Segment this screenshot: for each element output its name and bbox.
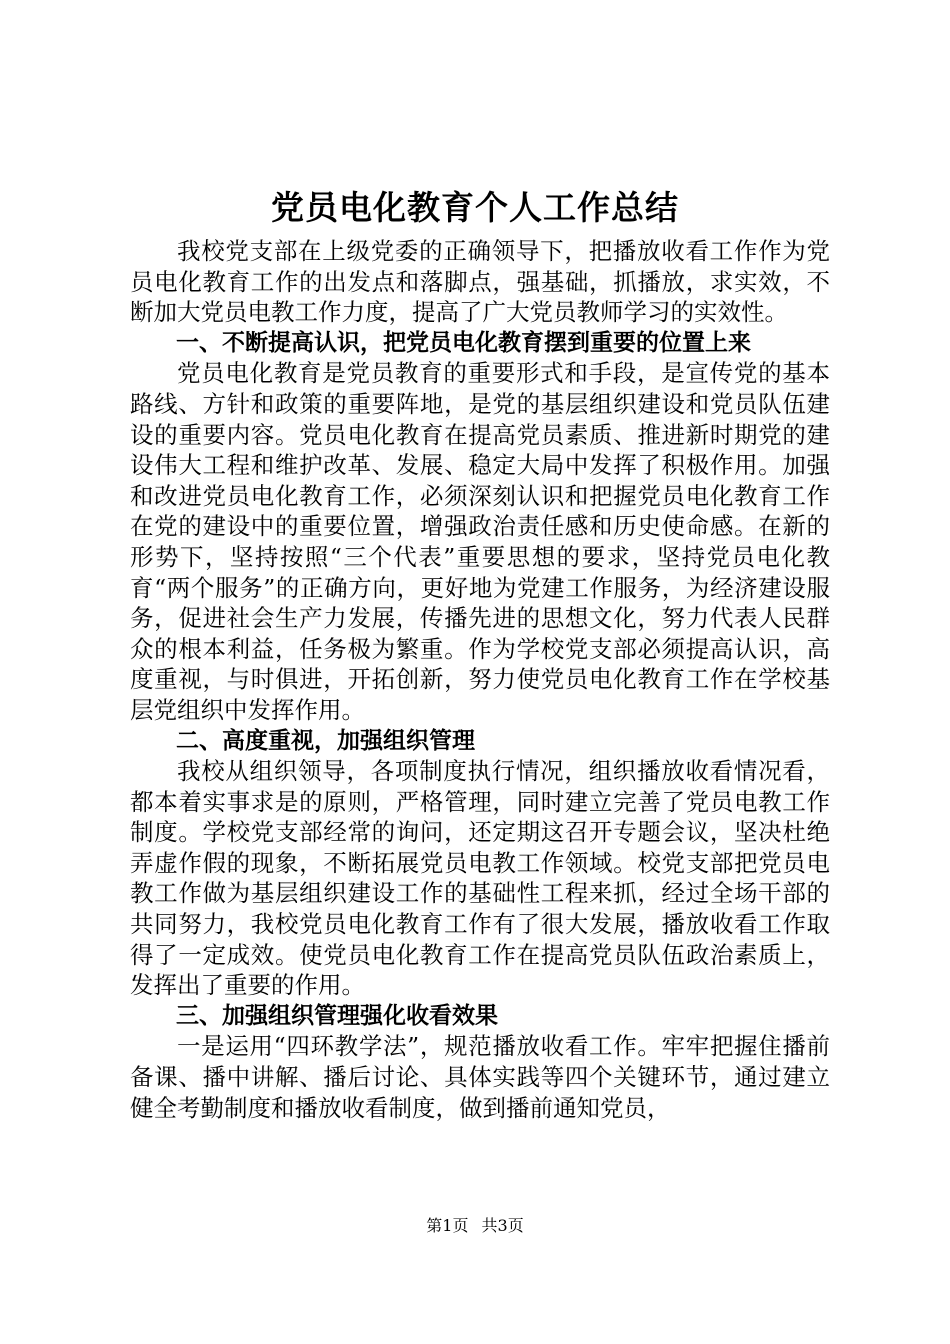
page-total: 共3页: [481, 1216, 524, 1235]
page-footer: [0, 1216, 950, 1236]
intro-paragraph: 我校党支部在上级党委的正确领导下，把播放收看工作作为党员电化教育工作的出发点和落脚点，强基础，抓播放，求实效，不断加大党员电教工作力度，提高了广大党员教师学习的实效性。: [130, 237, 830, 327]
document-body: [130, 236, 830, 1123]
section-1-paragraph: 党员电化教育是党员教育的重要形式和手段，是宣传党的基本路线、方针和政策的重要阵地，是党的基层组织建设和党员队伍建设的重要内容。党员电化教育在提高党员素质、推进新时期党的建设伟大工程和维护改革、发展、稳定大局中发挥了积极作用。加强和改进党员电化教育工作，必须深刻认识和把握党员电化教育工作在党的建设中的重要位置，增强政治责任感和历史使命感。在新的形势下，坚持按照“三个代表”重要思想的要求，坚持党员电化教育“两个服务”的正确方向，更好地为党建工作服务，为经济建设服务，促进社会生产力发展，传播先进的思想文化，努力代表人民群众的根本利益，任务极为繁重。作为学校党支部必须提高认识，高度重视，与时俱进，开拓创新，努力使党员电化教育工作在学校基层党组织中发挥作用。: [130, 359, 830, 724]
page-number: 第1页: [426, 1216, 469, 1235]
section-1-heading: 一、不断提高认识，把党员电化教育摆到重要的位置上来: [176, 329, 751, 356]
section-3-paragraph: 一是运用“四环教学法”，规范播放收看工作。牢牢把握住播前备课、播中讲解、播后讨论、具体实践等四个关键环节，通过建立健全考勤制度和播放收看制度，做到播前通知党员，: [130, 1032, 830, 1122]
section-3-heading: 三、加强组织管理强化收看效果: [176, 1002, 498, 1029]
section-2-paragraph: 我校从组织领导，各项制度执行情况，组织播放收看情况看，都本着实事求是的原则，严格管理，同时建立完善了党员电教工作制度。学校党支部经常的询问，还定期这召开专题会议，坚决杜绝弄虚作假的现象，不断拓展党员电教工作领域。校党支部把党员电教工作做为基层组织建设工作的基础性工程来抓，经过全场干部的共同努力，我校党员电化教育工作有了很大发展，播放收看工作取得了一定成效。使党员电化教育工作在提高党员队伍政治素质上，发挥出了重要的作用。: [130, 757, 830, 1000]
document-title: 党员电化教育个人工作总结: [271, 188, 679, 227]
section-2-heading: 二、高度重视，加强组织管理: [176, 727, 475, 754]
